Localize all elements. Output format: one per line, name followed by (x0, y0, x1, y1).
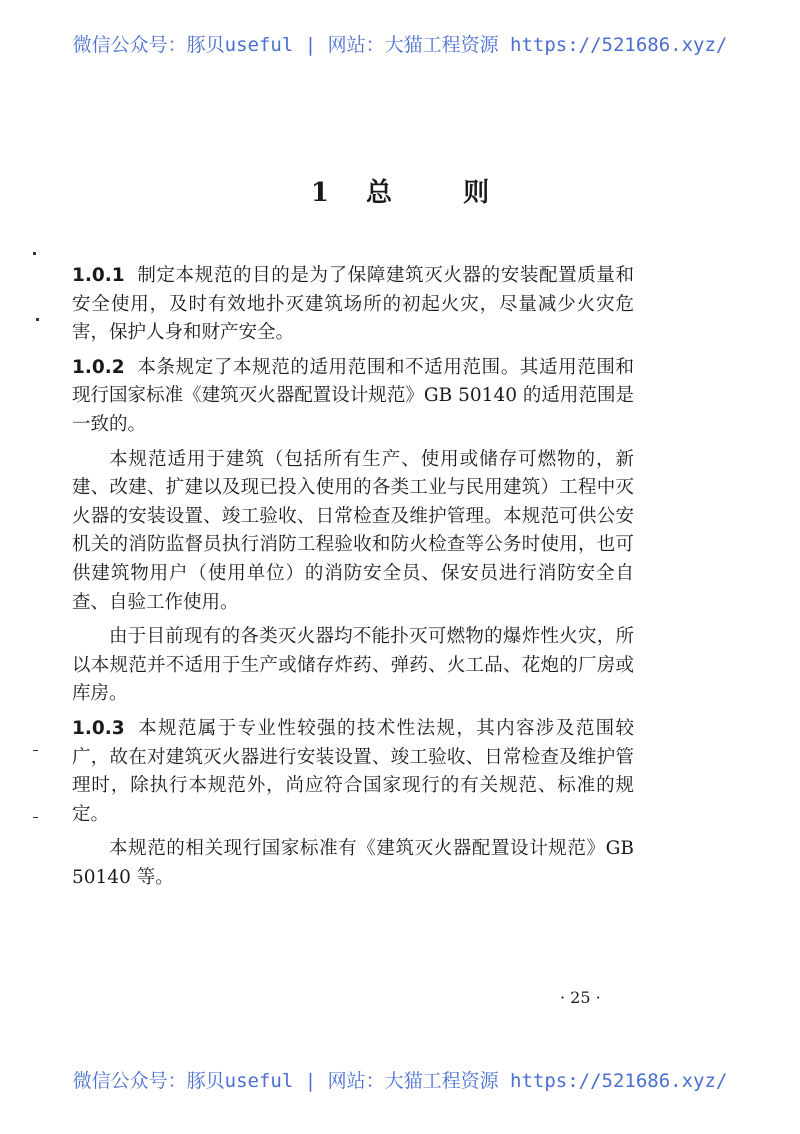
page-number: · 25 · (560, 988, 601, 1007)
clause-1-0-1 (72, 262, 634, 348)
chapter-title-char-1: 总 (366, 178, 393, 208)
paragraph-scope: 本规范适用于建筑（包括所有生产、使用或储存可燃物的，新建、改建、扩建以及现已投入使用的各类工业与民用建筑）工程中灭火器的安装设置、竣工验收、日常检查及维护管理。本规范可供公安机关的消防监督员执行消防工程验收和防火检查等公务时使用，也可供建筑物用户（使用单位）的消防安全员、保安员进行消防安全自查、自验工作使用。 (72, 448, 634, 613)
chapter-title-char-2: 则 (463, 178, 490, 208)
clause-text: 本规范属于专业性较强的技术性法规，其内容涉及范围较广，故在对建筑灭火器进行安装设置、竣工验收、日常检查及维护管理时，除执行本规范外，尚应符合国家现行的有关规范、标准的规定。 (72, 717, 634, 825)
chapter-number: 1 (310, 178, 329, 208)
watermark-header: 微信公众号：豚贝useful | 网站：大猫工程资源 https://521686.xyz/ (72, 34, 728, 56)
chapter-title (0, 172, 800, 209)
scan-mark (33, 817, 38, 818)
clause-number: 1.0.3 (72, 717, 125, 739)
clause-1-0-2 (72, 354, 634, 440)
clause-1-0-3 (72, 715, 634, 829)
paragraph-related-standards: 本规范的相关现行国家标准有《建筑灭火器配置设计规范》GB 50140 等。 (72, 838, 634, 888)
scan-mark (33, 750, 38, 751)
clause-text: 本条规定了本规范的适用范围和不适用范围。其适用范围和现行国家标准《建筑灭火器配置设计规范》GB 50140 的适用范围是一致的。 (72, 356, 634, 435)
scan-mark (36, 318, 39, 321)
clause-text: 制定本规范的目的是为了保障建筑灭火器的安装配置质量和安全使用，及时有效地扑灭建筑场所的初起火灾，尽量减少火灾危害，保护人身和财产安全。 (72, 265, 634, 344)
clause-number: 1.0.2 (72, 356, 125, 378)
document-body (72, 262, 634, 898)
watermark-footer: 微信公众号：豚贝useful | 网站：大猫工程资源 https://521686.xyz/ (72, 1070, 728, 1092)
paragraph-exclusion: 由于目前现有的各类灭火器均不能扑灭可燃物的爆炸性火灾，所以本规范并不适用于生产或储存炸药、弹药、火工品、花炮的厂房或库房。 (72, 626, 634, 705)
clause-number: 1.0.1 (72, 265, 125, 286)
scan-mark (33, 252, 36, 255)
